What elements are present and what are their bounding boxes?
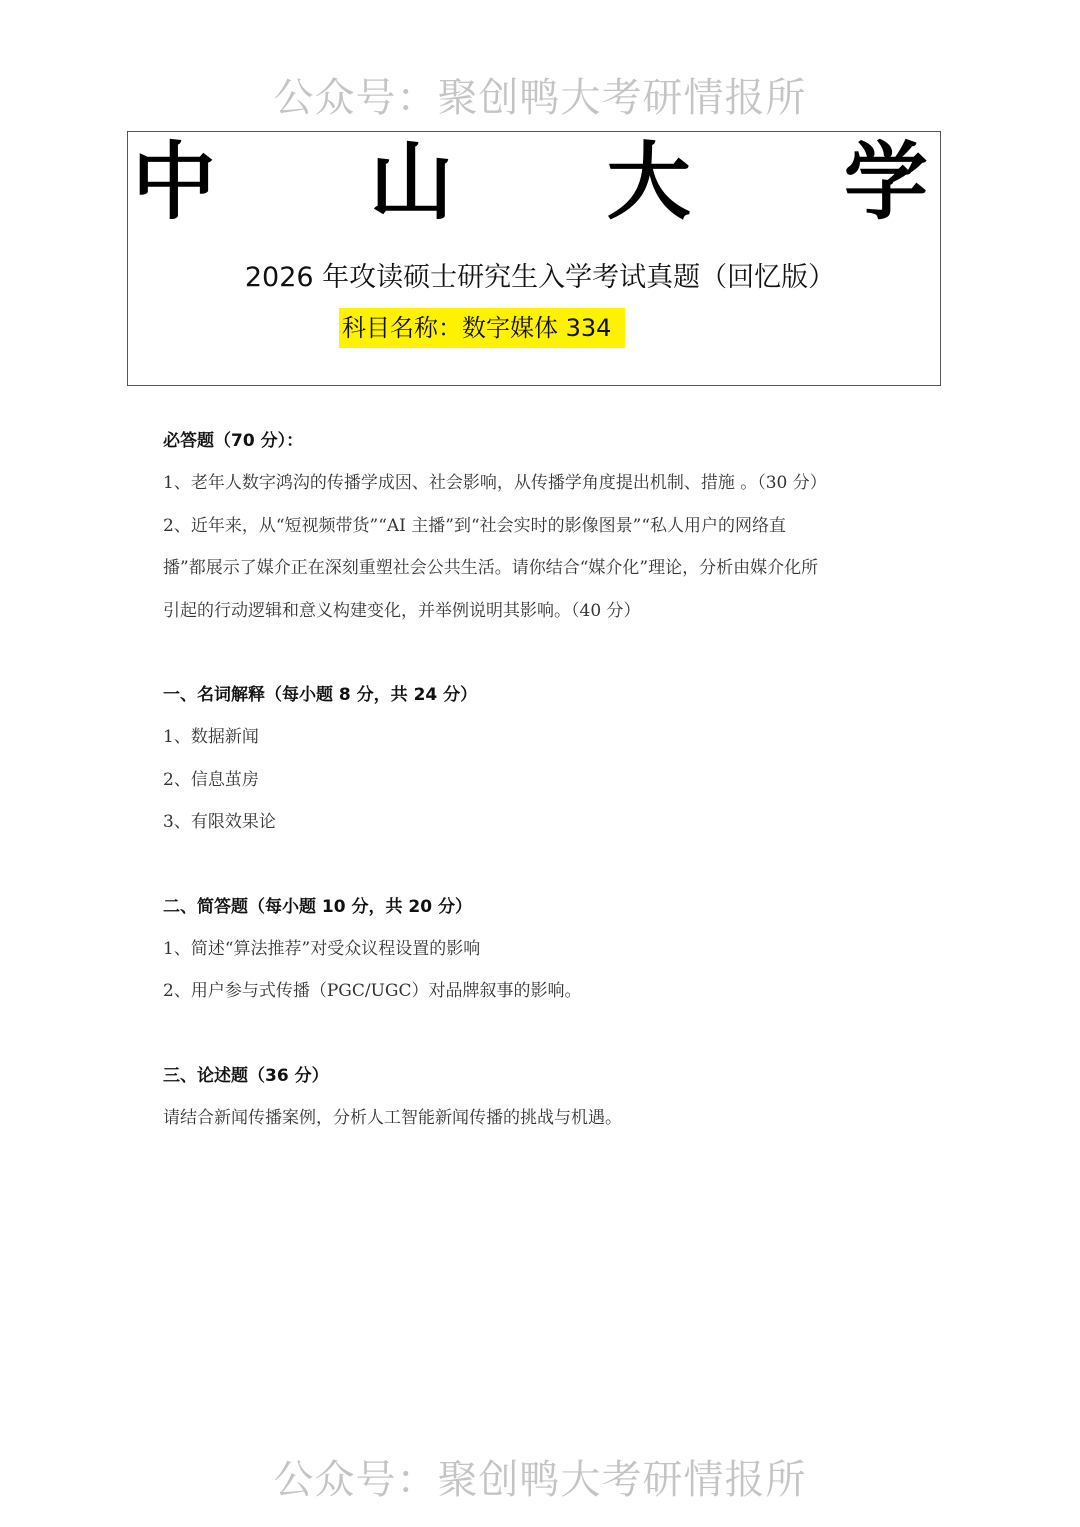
university-title: 中 山 大 学 — [132, 132, 990, 231]
watermark-bottom: 公众号：聚创鸭大考研情报所 — [273, 1457, 807, 1503]
short-item-2: 2、用户参与式传播（PGC/UGC）对品牌叙事的影响。 — [163, 981, 582, 1002]
question-required-1: 1、老年人数字鸿沟的传播学成因、社会影响，从传播学角度提出机制、措施 。（30 分） — [163, 473, 827, 494]
section-essay-heading: 三、论述题（36 分） — [163, 1065, 329, 1086]
term-item-3: 3、有限效果论 — [163, 812, 276, 833]
question-required-2-line-1: 2、近年来，从“短视频带货”“AI 主播”到“社会实时的影像图景”“私人用户的网络直 — [163, 515, 787, 536]
section-terms-heading: 一、名词解释（每小题 8 分，共 24 分） — [163, 685, 478, 706]
essay-question: 请结合新闻传播案例，分析人工智能新闻传播的挑战与机遇。 — [163, 1108, 622, 1129]
short-item-1: 1、简述“算法推荐”对受众议程设置的影响 — [163, 939, 481, 960]
section-short-heading: 二、简答题（每小题 10 分，共 20 分） — [163, 896, 472, 917]
subject-highlight: 科目名称：数字媒体 334 — [339, 308, 625, 348]
section-required-heading: 必答题（70 分）： — [163, 431, 304, 451]
question-required-2-line-3: 引起的行动逻辑和意义构建变化，并举例说明其影响。（40 分） — [163, 600, 641, 621]
watermark-top: 公众号：聚创鸭大考研情报所 — [273, 75, 807, 121]
term-item-2: 2、信息茧房 — [163, 769, 259, 790]
exam-content — [163, 420, 923, 1140]
question-required-2-line-2: 播”都展示了媒介正在深刻重塑社会公共生活。请你结合“媒介化”理论，分析由媒介化所 — [163, 558, 819, 579]
term-item-1: 1、数据新闻 — [163, 727, 259, 748]
exam-title: 2026 年攻读硕士研究生入学考试真题（回忆版） — [244, 262, 836, 293]
